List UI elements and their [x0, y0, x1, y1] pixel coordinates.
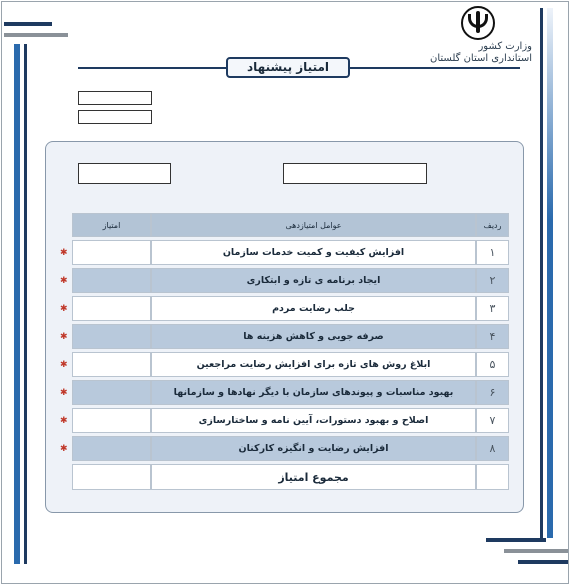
row-number: ۵ — [476, 352, 509, 377]
panel-field-right[interactable] — [283, 163, 427, 184]
left-vertical-bar-blue — [14, 44, 20, 564]
iran-emblem-icon — [461, 6, 495, 40]
score-input-cell[interactable] — [72, 408, 151, 433]
total-row-number-cell — [476, 464, 509, 490]
row-number: ۶ — [476, 380, 509, 405]
score-input-cell[interactable] — [72, 296, 151, 321]
row-number: ۳ — [476, 296, 509, 321]
row-number: ۸ — [476, 436, 509, 461]
factor-label: افزایش کیفیت و کمیت خدمات سازمان — [151, 240, 476, 265]
required-asterisk-icon: ✱ — [60, 388, 68, 398]
factor-label: ابلاغ روش های تازه برای افزایش رضایت مراجعین — [151, 352, 476, 377]
ministry-name: وزارت کشور — [478, 41, 532, 52]
info-field-1[interactable] — [78, 91, 152, 105]
required-asterisk-icon: ✱ — [60, 332, 68, 342]
governorate-name: استانداری استان گلستان — [429, 53, 532, 64]
factor-label: افزایش رضایت و انگیزه کارکنان — [151, 436, 476, 461]
required-asterisk-icon: ✱ — [60, 276, 68, 286]
bottom-right-bar-gray — [504, 549, 568, 553]
total-label: مجموع امتیاز — [151, 464, 476, 490]
factor-label: بهبود مناسبات و پیوندهای سازمان با دیگر نهادها و سازمانها — [151, 380, 476, 405]
panel-field-left[interactable] — [78, 163, 171, 184]
score-input-cell[interactable] — [72, 268, 151, 293]
required-asterisk-icon: ✱ — [60, 416, 68, 426]
factor-label: جلب رضایت مردم — [151, 296, 476, 321]
row-number: ۷ — [476, 408, 509, 433]
top-left-bar-gray — [4, 33, 68, 37]
required-asterisk-icon: ✱ — [60, 360, 68, 370]
score-input-cell[interactable] — [72, 352, 151, 377]
form-title: امتیاز پیشنهاد — [226, 57, 350, 78]
left-vertical-bar-navy — [24, 44, 27, 564]
factor-label: صرفه جویی و کاهش هزینه ها — [151, 324, 476, 349]
column-header-factor: عوامل امتیازدهی — [151, 213, 476, 237]
total-score-cell[interactable] — [72, 464, 151, 490]
column-header-row: ردیف — [476, 213, 509, 237]
score-input-cell[interactable] — [72, 436, 151, 461]
factor-label: اصلاح و بهبود دستورات، آیین نامه و ساختارسازی — [151, 408, 476, 433]
score-input-cell[interactable] — [72, 380, 151, 405]
bottom-right-bar-navy-2 — [518, 560, 568, 564]
bottom-right-bar-navy — [486, 538, 546, 542]
column-header-score: امتیاز — [72, 213, 151, 237]
row-number: ۱ — [476, 240, 509, 265]
required-asterisk-icon: ✱ — [60, 304, 68, 314]
required-asterisk-icon: ✱ — [60, 444, 68, 454]
info-field-2[interactable] — [78, 110, 152, 124]
score-input-cell[interactable] — [72, 240, 151, 265]
factor-label: ایجاد برنامه ی تازه و ابتکاری — [151, 268, 476, 293]
row-number: ۴ — [476, 324, 509, 349]
score-input-cell[interactable] — [72, 324, 151, 349]
right-vertical-bar-navy — [540, 8, 543, 538]
row-number: ۲ — [476, 268, 509, 293]
top-left-bar-navy — [4, 22, 52, 26]
right-vertical-bar-blue — [547, 8, 553, 538]
required-asterisk-icon: ✱ — [60, 248, 68, 258]
